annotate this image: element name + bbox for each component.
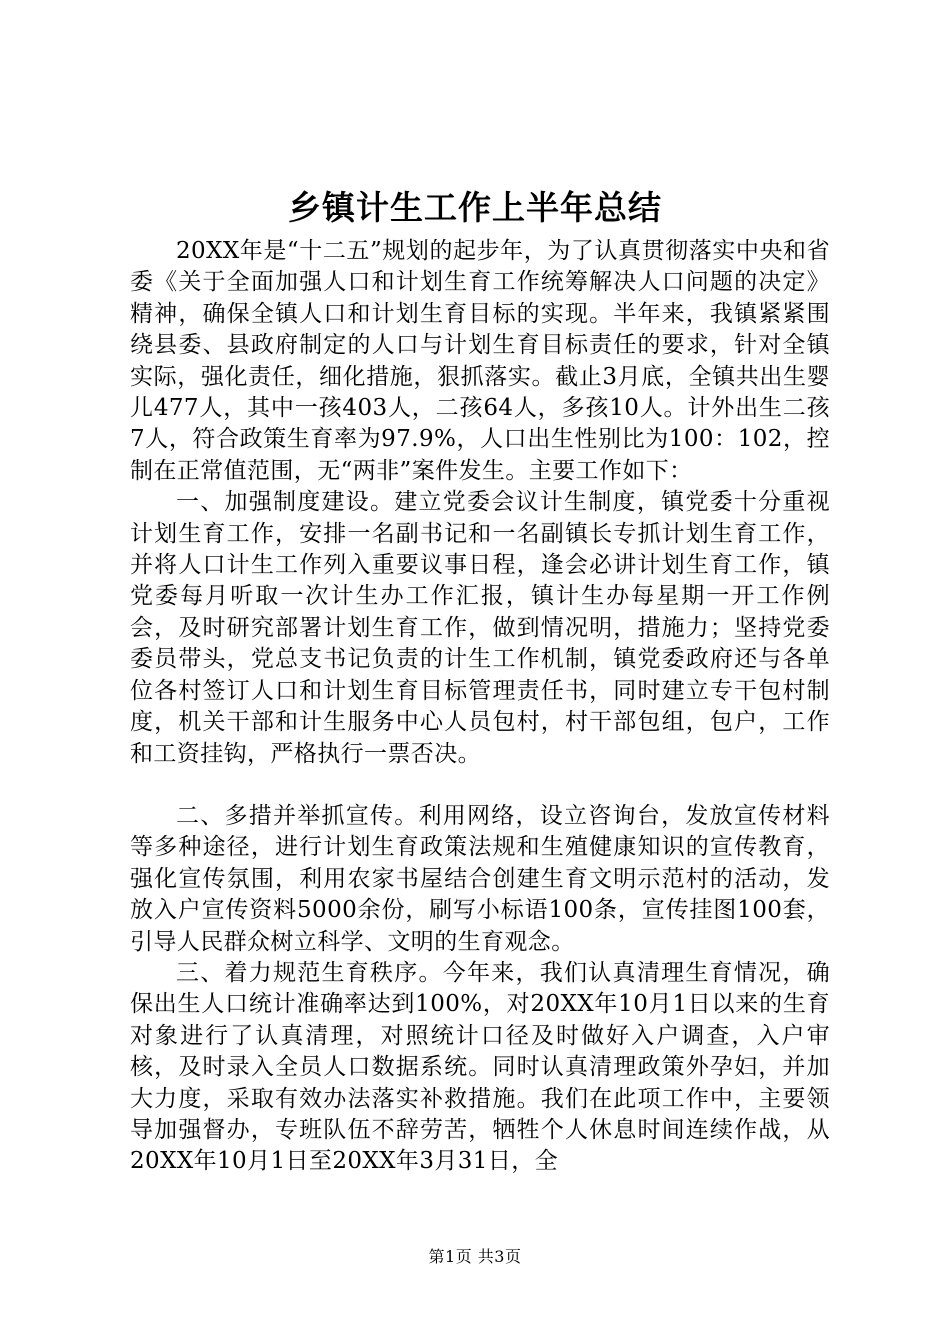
page-footer: 第1页 共3页 <box>428 1247 522 1266</box>
paragraph-intro: 20XX年是“十二五”规划的起步年，为了认真贯彻落实中央和省委《关于全面加强人口和计划生育工作统筹解决人口问题的决定》精神，确保全镇人口和计划生育目标的实现。半年来，我镇紧紧围绕县委、县政府制定的人口与计划生育目标责任的要求，针对全镇实际，强化责任，细化措施，狠抓落实。截止3月底，全镇共出生婴儿477人，其中一孩403人，二孩64人，多孩10人。计外出生二孩7人，符合政策生育率为97.9%，人口出生性别比为100：102，控制在正常值范围，无“两非”案件发生。主要工作如下： <box>130 238 830 484</box>
document-title: 乡镇计生工作上半年总结 <box>288 188 662 227</box>
document-body <box>130 236 830 1178</box>
paragraph-section-3: 三、着力规范生育秩序。今年来，我们认真清理生育情况，确保出生人口统计准确率达到100%，对20XX年10月1日以来的生育对象进行了认真清理，对照统计口径及时做好入户调查，入户审核，及时录入全员人口数据系统。同时认真清理政策外孕妇，并加大力度，采取有效办法落实补救措施。我们在此项工作中，主要领导加强督办，专班队伍不辞劳苦，牺牲个人休息时间连续作战，从20XX年10月1日至20XX年3月31日，全 <box>130 959 830 1175</box>
paragraph-section-1: 一、加强制度建设。建立党委会议计生制度，镇党委十分重视计划生育工作，安排一名副书记和一名副镇长专抓计划生育工作，并将人口计生工作列入重要议事日程，逢会必讲计划生育工作，镇党委每月听取一次计生办工作汇报，镇计生办每星期一开工作例会，及时研究部署计划生育工作，做到情况明，措施力；坚持党委委员带头，党总支书记负责的计生工作机制，镇党委政府还与各单位各村签订人口和计划生育目标管理责任书，同时建立专干包村制度，机关干部和计生服务中心人员包村，村干部包组，包户，工作和工资挂钩，严格执行一票否决。 <box>130 489 830 767</box>
paragraph-section-2: 二、多措并举抓宣传。利用网络，设立咨询台，发放宣传材料等多种途径，进行计划生育政策法规和生殖健康知识的宣传教育，强化宣传氛围，利用农家书屋结合创建生育文明示范村的活动，发放入户宣传资料5000余份，刷写小标语100条，宣传挂图100套，引导人民群众树立科学、文明的生育观念。 <box>130 802 830 955</box>
